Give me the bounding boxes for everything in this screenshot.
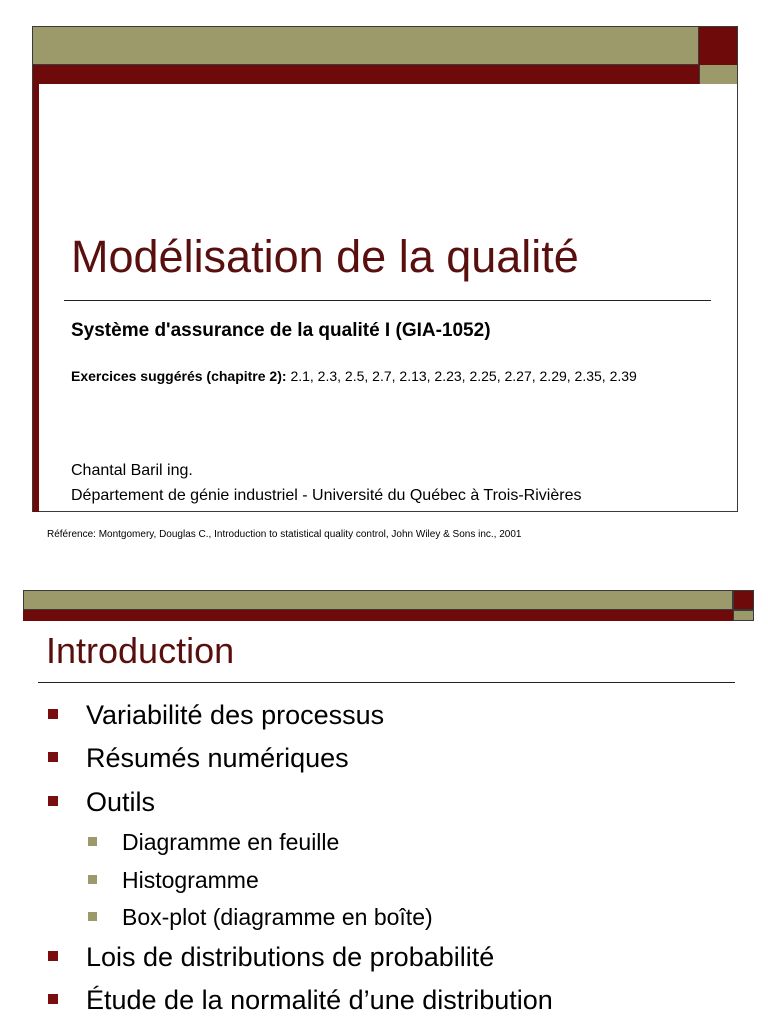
sub-bullet-text: Diagramme en feuille xyxy=(122,829,340,855)
bullet-text: Étude de la normalité d’une distribution xyxy=(86,985,553,1015)
suggested-exercises xyxy=(71,368,637,384)
exercises-list: 2.1, 2.3, 2.5, 2.7, 2.13, 2.23, 2.25, 2.27, 2.29, 2.35, 2.39 xyxy=(290,368,637,384)
slide-title: Modélisation de la qualité xyxy=(71,231,579,282)
header-olive-square xyxy=(733,610,754,621)
header-red-square xyxy=(733,590,754,610)
square-sub-bullet-icon xyxy=(88,912,97,921)
title-divider xyxy=(38,682,735,683)
square-bullet-icon xyxy=(48,709,58,719)
author-name: Chantal Baril ing. xyxy=(71,462,193,479)
header-red-square xyxy=(699,27,737,65)
square-sub-bullet-icon xyxy=(88,837,97,846)
header-olive-band xyxy=(23,590,733,610)
square-bullet-icon xyxy=(48,951,58,961)
department-name: Département de génie industriel - Université du Québec à Trois-Rivières xyxy=(71,487,582,504)
title-slide xyxy=(32,26,738,512)
header-olive-band xyxy=(33,27,699,65)
square-bullet-icon xyxy=(48,752,58,762)
sub-bullet-text: Histogramme xyxy=(122,867,259,893)
introduction-slide xyxy=(0,588,768,1024)
header-red-band xyxy=(33,65,699,84)
slide-title: Introduction xyxy=(46,630,235,671)
sub-bullet-text: Box-plot (diagramme en boîte) xyxy=(122,904,433,930)
course-subtitle: Système d'assurance de la qualité I (GIA-1052) xyxy=(71,320,491,341)
square-sub-bullet-icon xyxy=(88,875,97,884)
header-olive-square xyxy=(699,65,737,84)
exercises-label: Exercices suggérés (chapitre 2): xyxy=(71,368,287,384)
square-bullet-icon xyxy=(48,796,58,806)
header-red-band xyxy=(23,610,733,621)
left-accent-bar xyxy=(33,84,39,512)
title-divider xyxy=(64,300,711,301)
bullet-text: Lois de distributions de probabilité xyxy=(86,942,495,972)
bullet-text: Variabilité des processus xyxy=(86,700,385,730)
reference-note: Référence: Montgomery, Douglas C., Introduction to statistical quality control, John Wiley & Sons inc., 2001 xyxy=(47,529,522,540)
bullet-text: Résumés numériques xyxy=(86,743,349,773)
bullet-text: Outils xyxy=(86,787,156,817)
square-bullet-icon xyxy=(48,994,58,1004)
